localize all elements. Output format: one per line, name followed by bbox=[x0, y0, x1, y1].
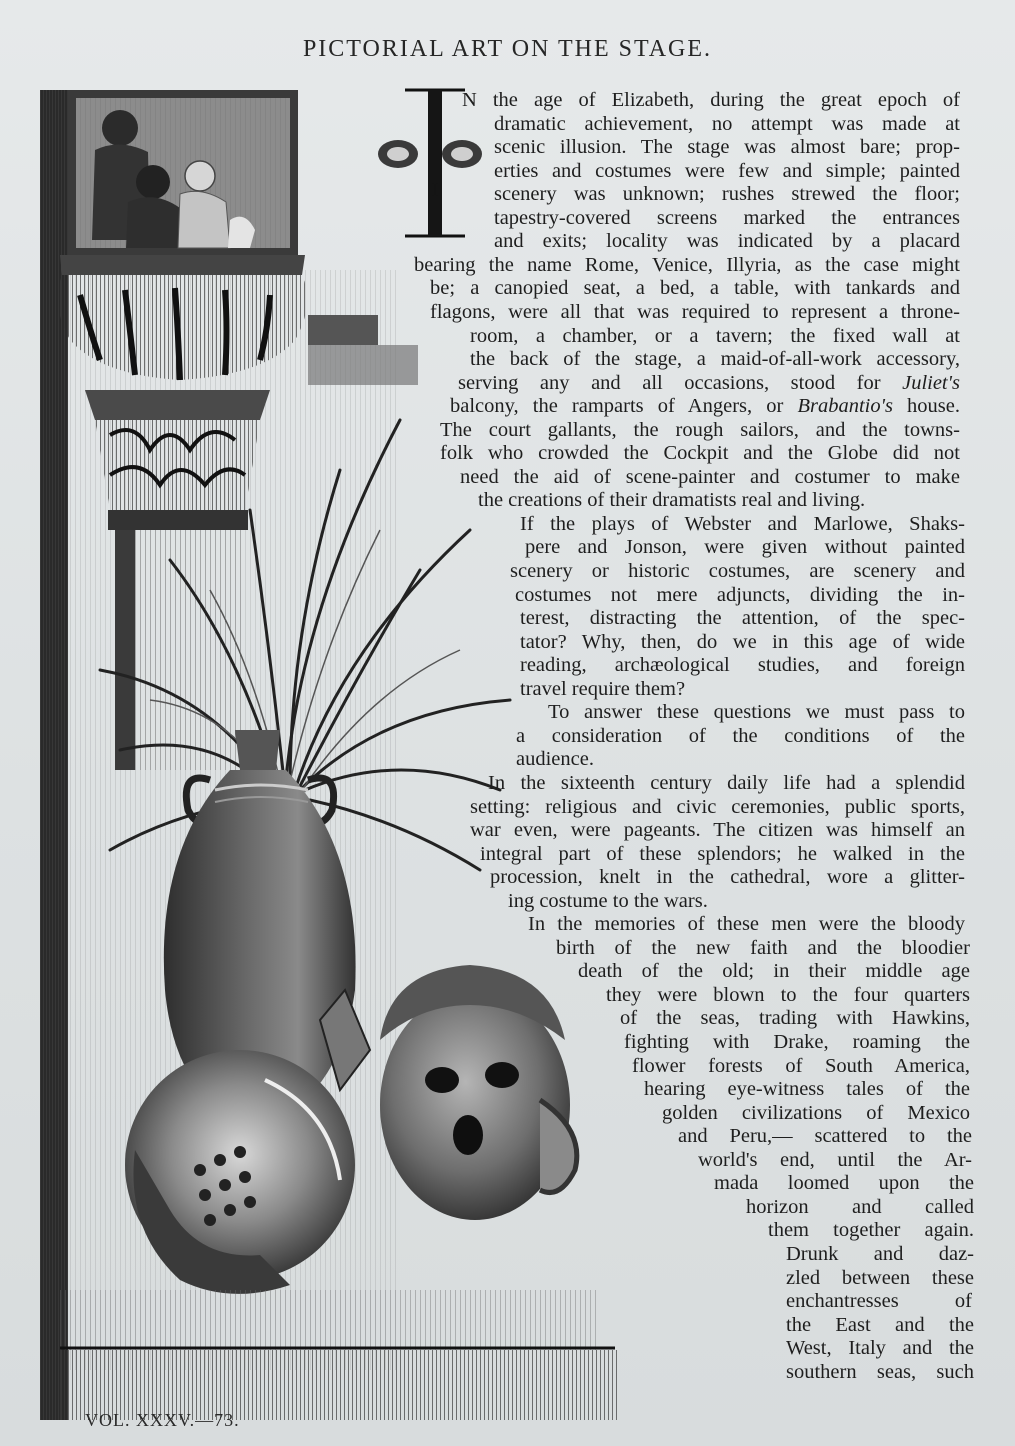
text-line: scenery was unknown; rushes strewed the floor; bbox=[494, 183, 960, 206]
text-line: and Peru,— scattered to the bbox=[678, 1125, 972, 1148]
text-line: reading, archæological studies, and foreign bbox=[520, 654, 965, 677]
text-line: In the sixteenth century daily life had a splendid bbox=[488, 771, 965, 794]
text-line: they were blown to the four quarters bbox=[606, 983, 970, 1006]
text-line: setting: religious and civic ceremonies, public sports, bbox=[470, 795, 965, 818]
text-line: costumes not mere adjuncts, dividing the in- bbox=[515, 583, 965, 606]
text-line: enchantresses of bbox=[786, 1290, 972, 1313]
text-line: and exits; locality was indicated by a placard bbox=[494, 230, 960, 253]
text-line: hearing eye-witness tales of the bbox=[644, 1078, 970, 1101]
text-line: terest, distracting the attention, of the spec- bbox=[520, 607, 965, 630]
text-line: flower forests of South America, bbox=[632, 1054, 970, 1077]
text-line: a consideration of the conditions of the bbox=[516, 724, 965, 747]
text-line: erties and costumes were few and simple; painted bbox=[494, 159, 960, 182]
text-line: be; a canopied seat, a bed, a table, with tankards and bbox=[430, 277, 960, 300]
text-line: travel require them? bbox=[520, 677, 686, 700]
text-line: the East and the bbox=[786, 1313, 974, 1336]
dropcap-letter: I bbox=[431, 179, 439, 201]
text-line: pere and Jonson, were given without painted bbox=[525, 536, 965, 559]
text-line: tator? Why, then, do we in this age of wide bbox=[520, 630, 965, 653]
text-line: procession, knelt in the cathedral, wore a glitter- bbox=[490, 866, 965, 889]
dropcap-flourish-icon bbox=[376, 134, 486, 174]
text-line: southern seas, such bbox=[786, 1360, 974, 1383]
text-line: N the age of Elizabeth, during the great epoch of bbox=[462, 89, 960, 111]
text-line: room, a chamber, or a tavern; the fixed wall at bbox=[470, 324, 960, 347]
text-line: dramatic achievement, no attempt was made at bbox=[494, 112, 960, 135]
text-line: scenic illusion. The stage was almost bare; prop- bbox=[494, 136, 960, 159]
page-folio: VOL. XXXV.—73. bbox=[85, 1410, 240, 1430]
text-line: To answer these questions we must pass to bbox=[548, 701, 965, 724]
text-line: need the aid of scene-painter and costumer to make bbox=[460, 465, 960, 488]
text-line: Drunk and daz- bbox=[786, 1242, 974, 1265]
text-line: death of the old; in their middle age bbox=[578, 960, 970, 983]
text-line: folk who crowded the Cockpit and the Globe did not bbox=[440, 442, 960, 465]
text-line: The court gallants, the rough sailors, and the towns- bbox=[440, 418, 960, 441]
text-line: audience. bbox=[516, 748, 594, 771]
text-line: war even, were pageants. The citizen was himself an bbox=[470, 819, 965, 842]
text-line: mada loomed upon the bbox=[714, 1172, 974, 1195]
text-line: tapestry-covered screens marked the entrances bbox=[494, 206, 960, 229]
text-line: them together again. bbox=[768, 1219, 974, 1242]
text-line: scenery or historic costumes, are scenery and bbox=[510, 560, 965, 582]
text-line: zled between these bbox=[786, 1266, 974, 1289]
text-line: fighting with Drake, roaming the bbox=[624, 1031, 970, 1053]
text-line: ing costume to the wars. bbox=[508, 889, 708, 912]
text-line: In the memories of these men were the bloody bbox=[528, 913, 965, 936]
text-line: flagons, were all that was required to represent a throne- bbox=[430, 300, 960, 323]
text-line: of the seas, trading with Hawkins, bbox=[620, 1007, 970, 1030]
text-line: horizon and called bbox=[746, 1195, 974, 1218]
text-line: the creations of their dramatists real and living. bbox=[478, 489, 866, 512]
running-title: PICTORIAL ART ON THE STAGE. bbox=[302, 36, 713, 62]
text-line: balcony, the ramparts of Angers, or Brabantio's house. bbox=[450, 395, 961, 418]
text-line: integral part of these splendors; he walked in the bbox=[480, 842, 965, 865]
text-line: serving any and all occasions, stood for Juliet's bbox=[458, 371, 960, 394]
text-line: the back of the stage, a maid-of-all-work accessory, bbox=[470, 348, 960, 371]
text-line: birth of the new faith and the bloodier bbox=[556, 936, 970, 959]
text-line: If the plays of Webster and Marlowe, Shaks- bbox=[520, 512, 965, 535]
text-line: West, Italy and the bbox=[786, 1337, 974, 1360]
text-line: bearing the name Rome, Venice, Illyria, as the case might bbox=[414, 253, 960, 276]
text-line: world's end, until the Ar- bbox=[698, 1148, 972, 1171]
text-line: golden civilizations of Mexico bbox=[662, 1101, 970, 1124]
